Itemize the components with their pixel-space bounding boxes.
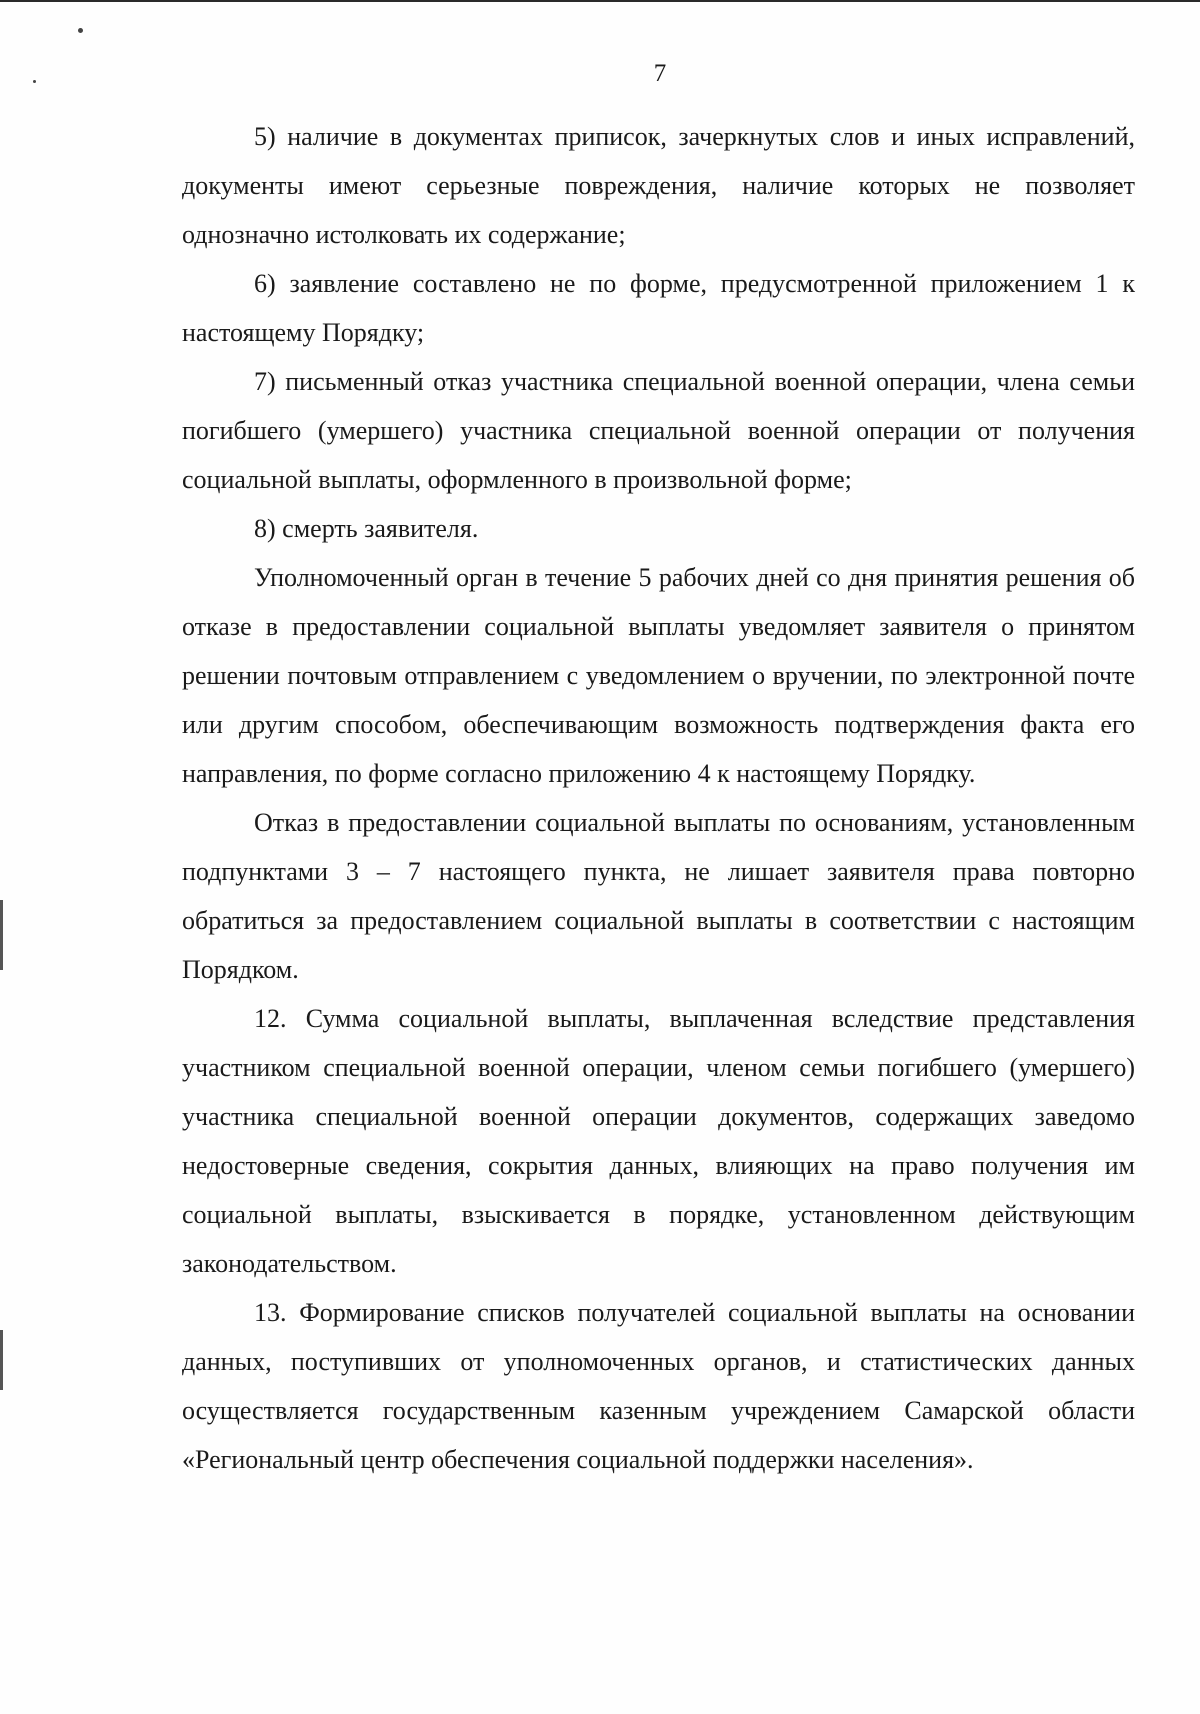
paragraph-notification: Уполномоченный орган в течение 5 рабочих дней со дня принятия решения об отказе в предоставлении социальной выплаты уведомляет заявителя о принятом решении почтовым отправлением с уведомлением о вручении, по электронной почте или другим способом, обеспечивающим возможность подтверждения факта его направления, по форме согласно приложению 4 к настоящему Порядку.: [182, 563, 1135, 788]
scan-edge-mark: [0, 900, 3, 970]
scan-edge-mark: [0, 1330, 3, 1390]
paragraph-item-5: 5) наличие в документах приписок, зачеркнутых слов и иных исправлений, документы имеют серьезные повреждения, наличие которых не позволяет однозначно истолковать их содержание;: [182, 122, 1135, 249]
document-body: [182, 112, 1135, 1484]
paragraph-item-6: 6) заявление составлено не по форме, предусмотренной приложением 1 к настоящему Порядку;: [182, 269, 1135, 347]
page-number: 7: [653, 60, 667, 87]
paragraph-clause-12: 12. Сумма социальной выплаты, выплаченная вследствие представления участником специальной военной операции, членом семьи погибшего (умершего) участника специальной военной операции документов, содержащих заведомо недостоверные сведения, сокрытия данных, влияющих на право получения им социальной выплаты, взыскивается в порядке, установленном действующим законодательством.: [182, 1004, 1135, 1278]
paragraph-clause-13: 13. Формирование списков получателей социальной выплаты на основании данных, поступивших от уполномоченных органов, и статистических данных осуществляется государственным казенным учреждением Самарской области «Региональный центр обеспечения социальной поддержки населения».: [182, 1298, 1135, 1474]
scan-speck: [78, 28, 83, 33]
paragraph-item-7: 7) письменный отказ участника специальной военной операции, члена семьи погибшего (умершего) участника специальной военной операции от получения социальной выплаты, оформленного в произвольной форме;: [182, 367, 1135, 494]
paragraph-item-8: 8) смерть заявителя.: [254, 514, 479, 543]
scan-top-edge: [0, 0, 1200, 2]
paragraph-refusal: Отказ в предоставлении социальной выплаты по основаниям, установленным подпунктами 3 – 7 настоящего пункта, не лишает заявителя права повторно обратиться за предоставлением социальной выплаты в соответствии с настоящим Порядком.: [182, 808, 1135, 984]
